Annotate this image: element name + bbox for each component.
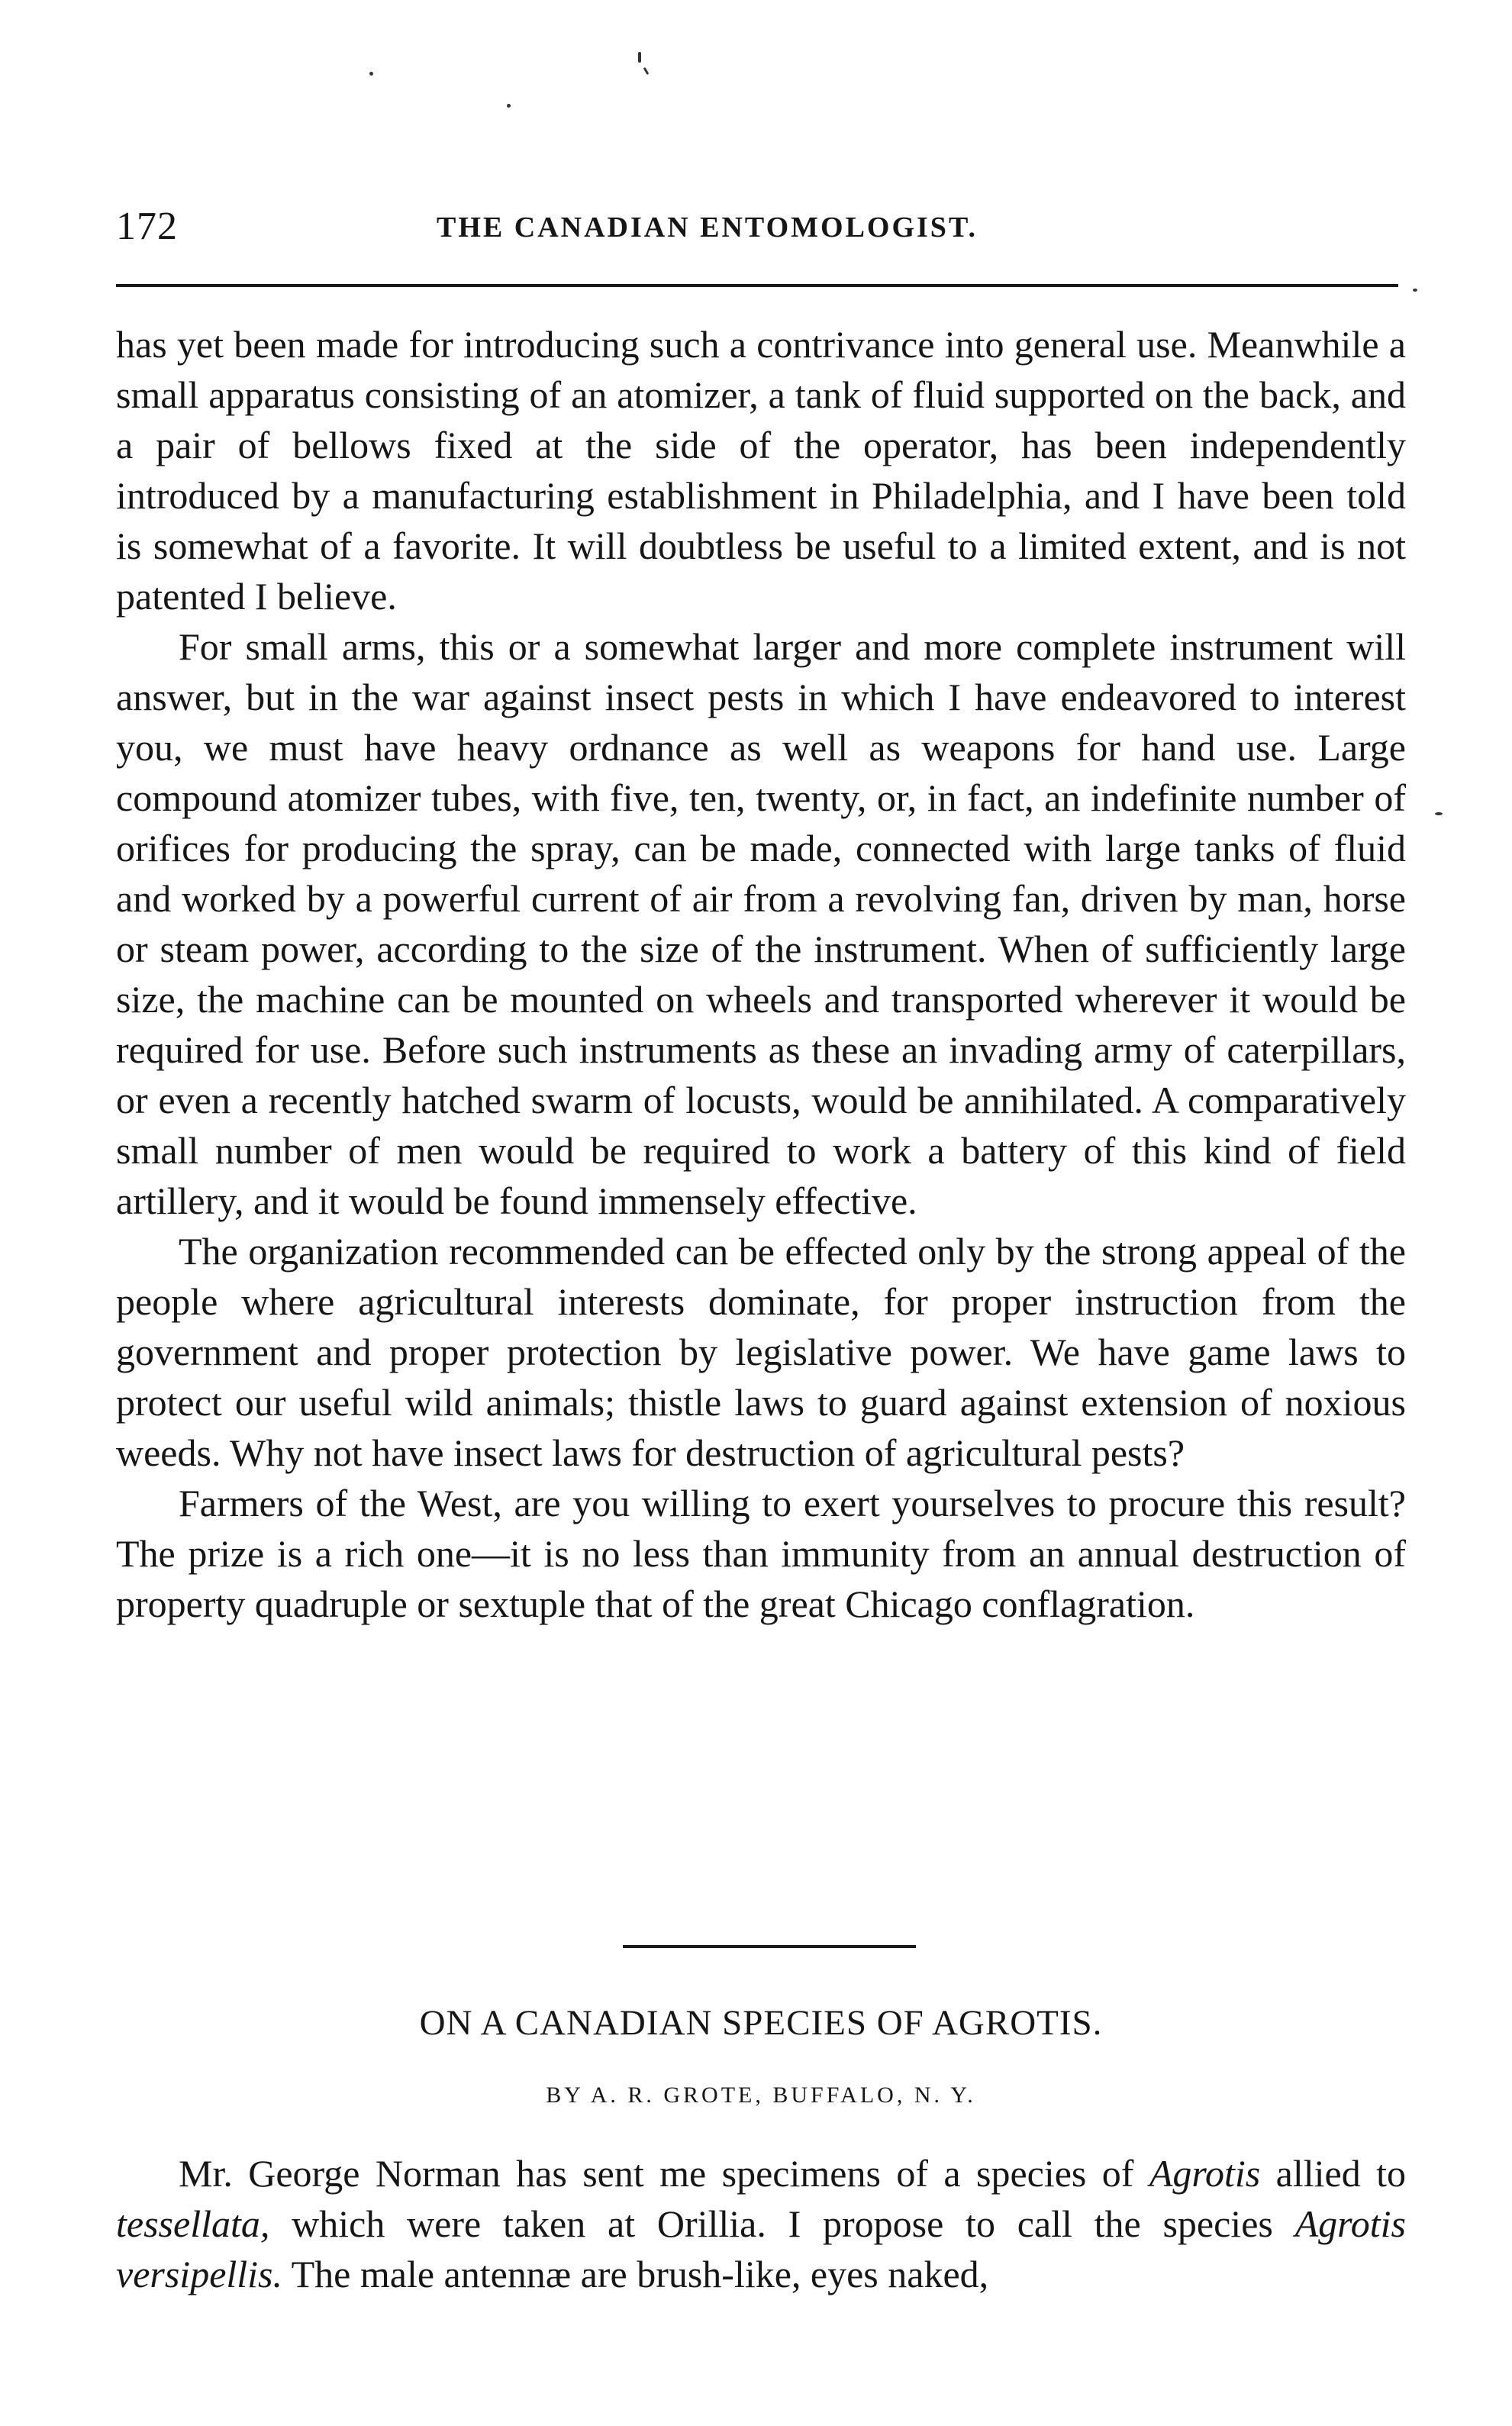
species-name: Agrotis versipellis. — [116, 2202, 1406, 2295]
genus-name: Agrotis — [1149, 2152, 1261, 2195]
scan-speck — [1435, 812, 1443, 815]
paragraph-farmers: Farmers of the West, are you willing to exert yourselves to procure this result? The prize is a rich one—it is no less than immunity from an annual destruction of property quadruple or sextuple that of the great Chicago conflagration. — [116, 1482, 1406, 1625]
running-title: THE CANADIAN ENTOMOLOGIST. — [437, 211, 978, 244]
paragraph-small-arms: For small arms, this or a somewhat larger and more complete instrument will answer, but in the war against insect pests in which I have endeavored to interest you, we must have heavy ordnance as well as weapons for hand use. Large compound atomizer tubes, with five, ten, twenty, or, in fact, an indefinite number of orifices for producing the spray, can be made, connected with large tanks of fluid and worked by a powerful current of air from a revolving fan, driven by man, horse or steam power, according to the size of the instrument. When of sufficiently large size, the machine can be mounted on wheels and transported wherever it would be required for use. Before such instruments as these an invading army of caterpillars, or even a recently hatched swarm of locusts, would be annihilated. A comparatively small number of men would be required to work a battery of this kind of field artillery, and it would be found immensely effective. — [116, 625, 1406, 1222]
paragraph-continuation: has yet been made for introducing such a contrivance into general use. Meanwhile a small apparatus consisting of an atomizer, a tank of fluid supported on the back, and a pair of bellows fixed at the side of the operator, has been independently introduced by a manufacturing establishment in Philadelphia, and I have been told is somewhat of a favorite. It will doubtless be useful to a limited extent, and is not patented I believe. — [116, 323, 1406, 618]
header-rule — [116, 284, 1398, 287]
article-byline: BY A. R. GROTE, BUFFALO, N. Y. — [546, 2082, 976, 2108]
article-text: Mr. George Norman has sent me specimens of a species of — [179, 2152, 1149, 2195]
scan-speck — [638, 52, 641, 63]
article-title: ON A CANADIAN SPECIES OF AGROTIS. — [419, 2003, 1103, 2043]
scan-speck — [643, 67, 650, 75]
article-paragraph — [116, 2148, 1406, 2299]
scan-speck — [369, 72, 373, 76]
allied-species-name: tessellata, — [116, 2202, 270, 2245]
article-text: The male antennæ are brush-like, eyes naked, — [282, 2253, 989, 2295]
article-text: which were taken at Orillia. I propose to call the species — [269, 2202, 1295, 2245]
page-number: 172 — [116, 205, 178, 248]
article-text: allied to — [1260, 2152, 1406, 2195]
paragraph-organization: The organization recommended can be effected only by the strong appeal of the people where agricultural interests dominate, for proper instruction from the government and proper protection by legislative power. We have game laws to protect our useful wild animals; thistle laws to guard against extension of noxious weeds. Why not have insect laws for destruction of agricultural pests? — [116, 1230, 1406, 1474]
scan-speck — [507, 104, 511, 108]
page-header — [116, 200, 1406, 253]
scan-speck — [1413, 289, 1417, 292]
article-body — [116, 2148, 1406, 2299]
section-divider — [623, 1945, 916, 1948]
body-text — [116, 319, 1406, 1629]
